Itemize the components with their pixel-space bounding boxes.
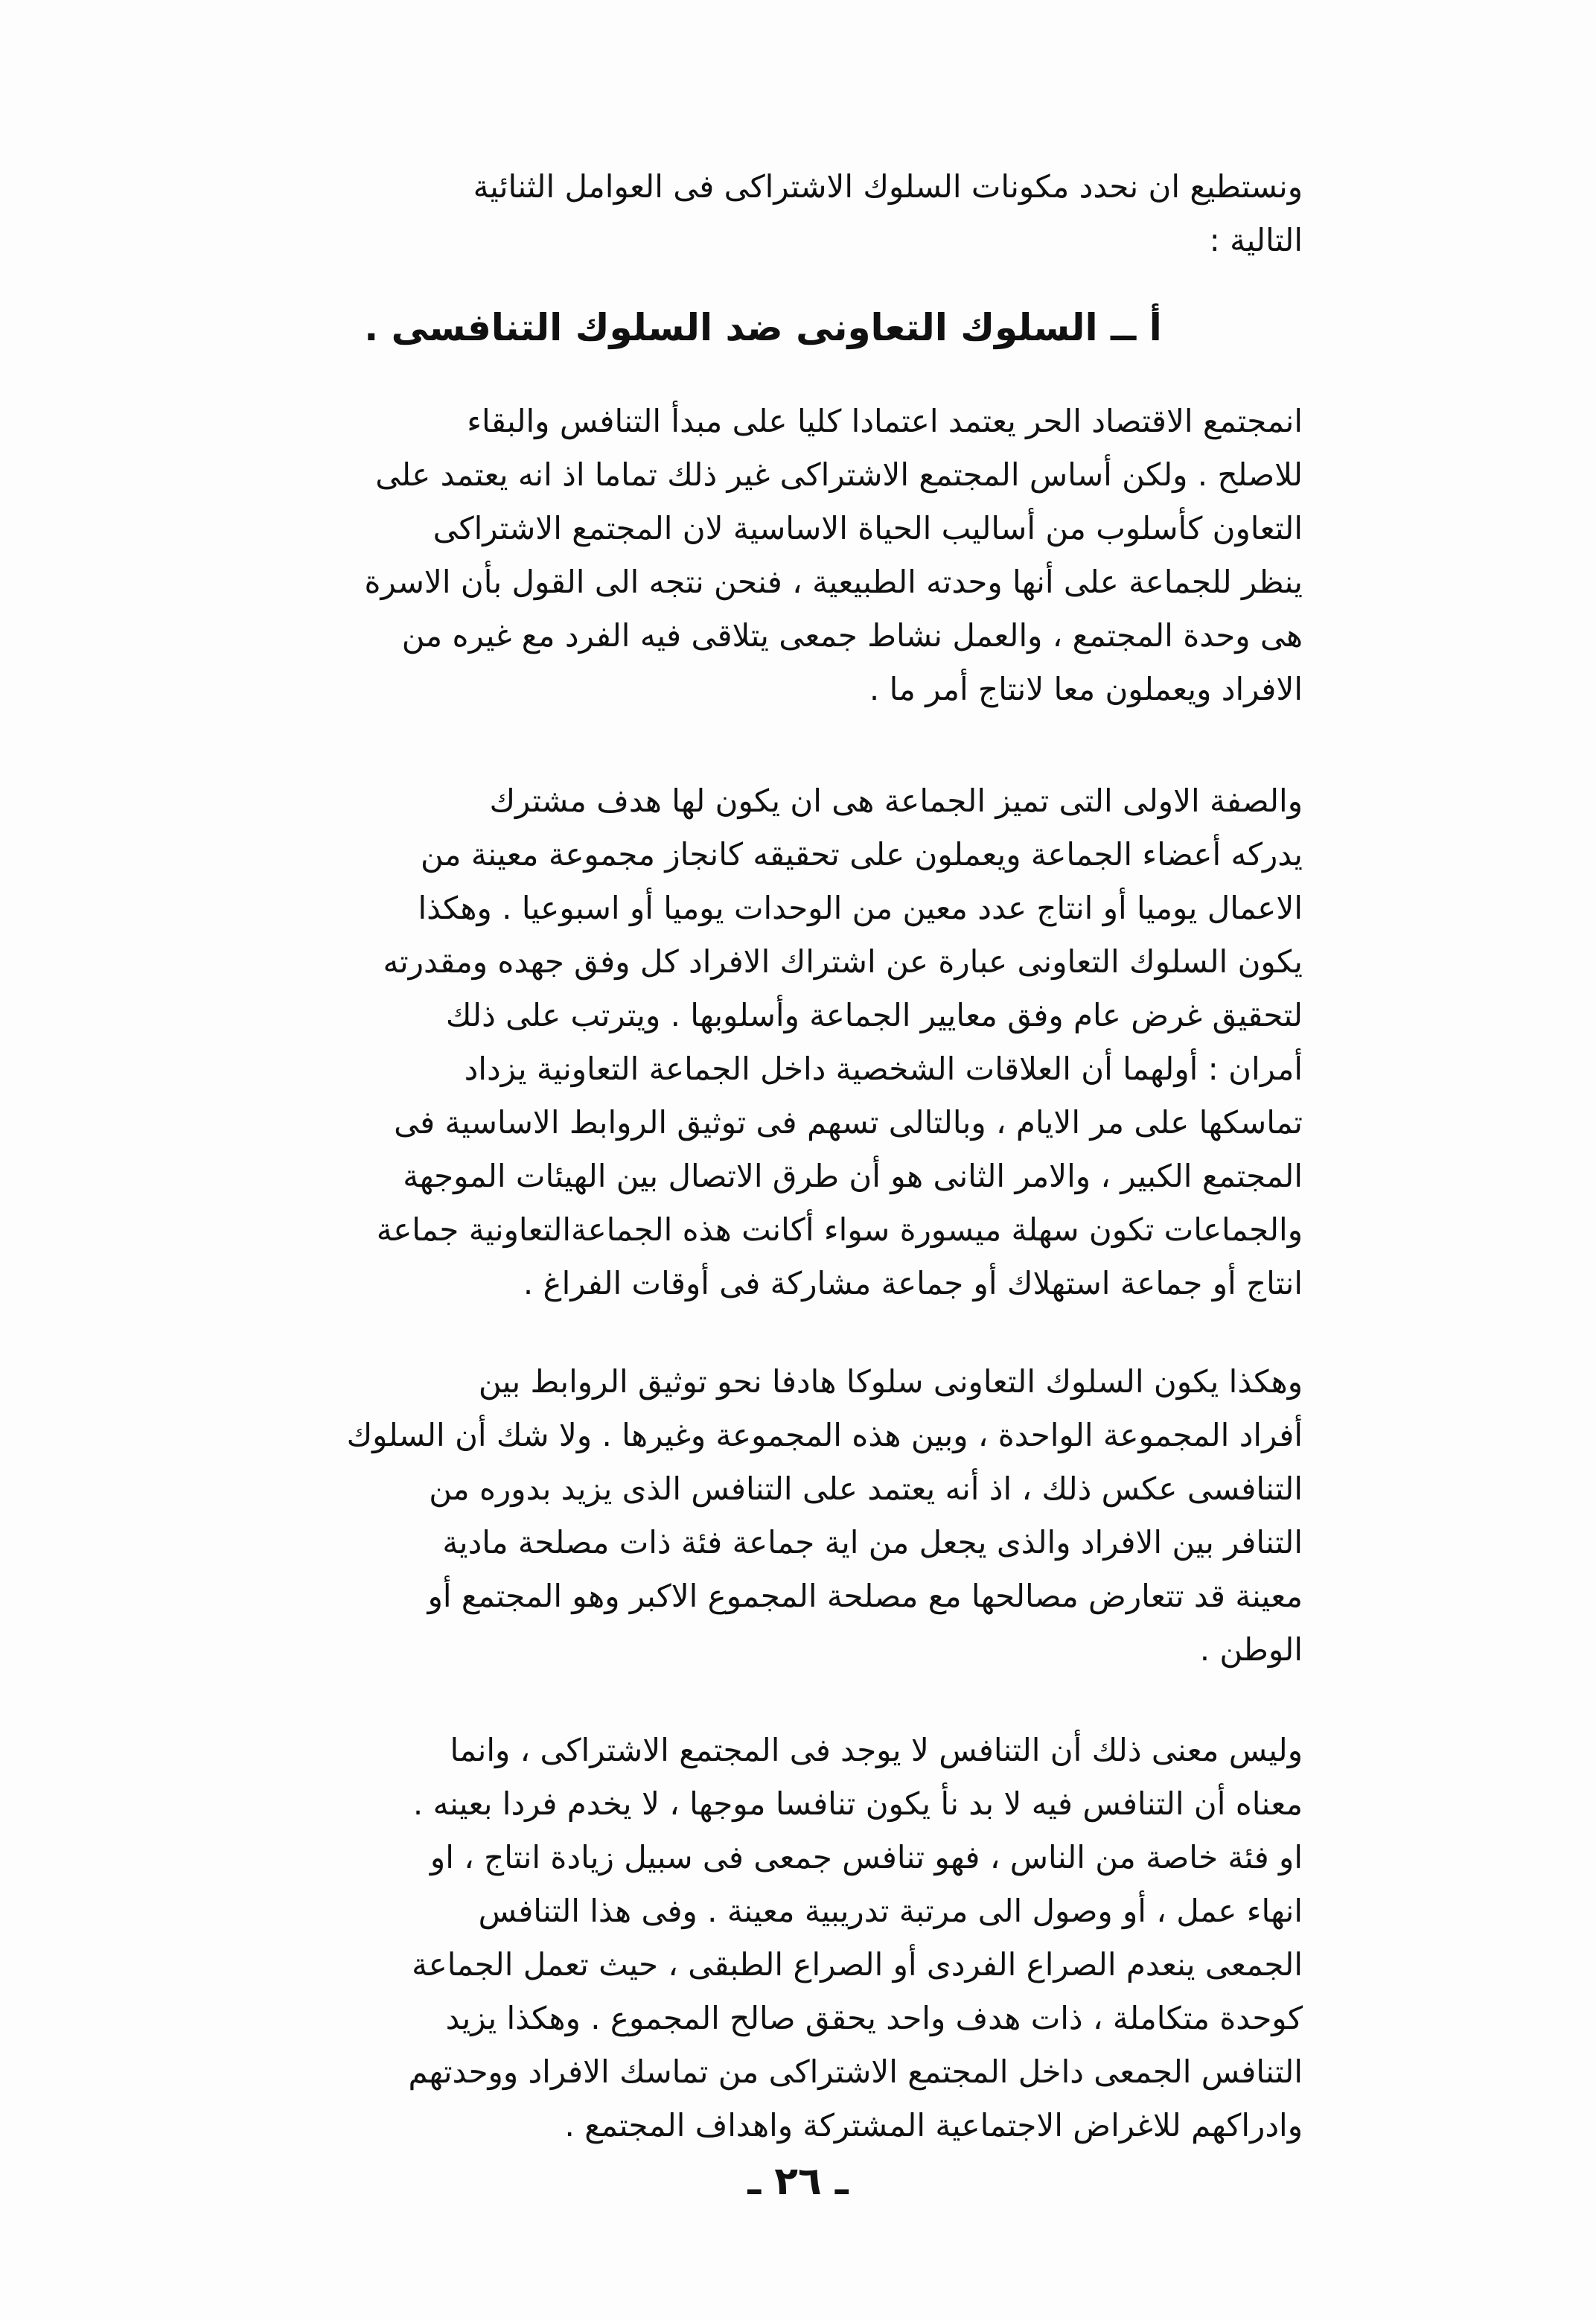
paragraph-line: معناه أن التنافس فيه لا بد نأ يكون تنافسا موجها ، لا يخدم فردا بعينه . <box>412 1785 1303 1822</box>
paragraph-4 <box>223 1724 1303 2152</box>
paragraph-line: الجمعى ينعدم الصراع الفردى أو الصراع الطبقى ، حيث تعمل الجماعة <box>412 1946 1303 1983</box>
paragraph-line: تماسكها على مر الايام ، وبالتالى تسهم فى توثيق الروابط الاساسية فى <box>394 1104 1303 1141</box>
paragraph-line: التنافسى عكس ذلك ، اذ أنه يعتمد على التنافس الذى يزيد بدوره من <box>429 1470 1303 1507</box>
paragraph-line: أمران : أولهما أن العلاقات الشخصية داخل الجماعة التعاونية يزداد <box>464 1051 1303 1087</box>
paragraph-line: الافراد ويعملون معا لانتاج أمر ما . <box>869 671 1303 707</box>
paragraph-line: معينة قد تتعارض مصالحها مع مصلحة المجموع الاكبر وهو المجتمع أو <box>427 1578 1303 1614</box>
paragraph-line: التنافر بين الافراد والذى يجعل من اية جماعة فئة ذات مصلحة مادية <box>442 1524 1303 1561</box>
section-heading: أ ــ السلوك التعاونى ضد السلوك التنافسى . <box>364 306 1162 349</box>
paragraph-line: التعاون كأسلوب من أساليب الحياة الاساسية لان المجتمع الاشتراكى <box>432 510 1303 546</box>
paragraph-line: التنافس الجمعى داخل المجتمع الاشتراكى من تماسك الافراد ووحدتهم <box>408 2053 1303 2090</box>
paragraph-line: والجماعات تكون سهلة ميسورة سواء أكانت هذه الجماعةالتعاونية جماعة <box>376 1211 1303 1248</box>
paragraph-line: والصفة الاولى التى تميز الجماعة هى ان يكون لها هدف مشترك <box>489 783 1303 819</box>
paragraph-line: للاصلح . ولكن أساس المجتمع الاشتراكى غير ذلك تماما اذ انه يعتمد على <box>375 456 1303 493</box>
paragraph-line: وليس معنى ذلك أن التنافس لا يوجد فى المجتمع الاشتراكى ، وانما <box>450 1732 1303 1768</box>
intro-line: ونستطيع ان نحدد مكونات السلوك الاشتراكى فى العوامل الثنائية <box>473 168 1303 205</box>
intro-line: التالية : <box>1209 222 1303 258</box>
paragraph-line: يكون السلوك التعاونى عبارة عن اشتراك الافراد كل وفق جهده ومقدرته <box>383 943 1303 980</box>
paragraph-line: وادراكهم للاغراض الاجتماعية المشتركة واهداف المجتمع . <box>564 2107 1303 2144</box>
paragraph-line: هى وحدة المجتمع ، والعمل نشاط جمعى يتلاقى فيه الفرد مع غيره من <box>401 617 1303 654</box>
paragraph-line: كوحدة متكاملة ، ذات هدف واحد يحقق صالح المجموع . وهكذا يزيد <box>445 2000 1303 2036</box>
paragraph-line: المجتمع الكبير ، والامر الثانى هو أن طرق الاتصال بين الهيئات الموجهة <box>403 1158 1303 1194</box>
paragraph-line: انمجتمع الاقتصاد الحر يعتمد اعتمادا كليا على مبدأ التنافس والبقاء <box>467 403 1303 439</box>
paragraph-3 <box>223 1355 1303 1677</box>
paragraph-line: يدركه أعضاء الجماعة ويعملون على تحقيقه كانجاز مجموعة معينة من <box>421 836 1303 873</box>
page-number: ـ ٢٦ ـ <box>747 2159 849 2204</box>
paragraph-2 <box>223 774 1303 1310</box>
paragraph-line: انهاء عمل ، أو وصول الى مرتبة تدريبية معينة . وفى هذا التنافس <box>478 1893 1303 1929</box>
intro-paragraph <box>223 160 1303 267</box>
paragraph-1 <box>223 395 1303 716</box>
paragraph-line: وهكذا يكون السلوك التعاونى سلوكا هادفا نحو توثيق الروابط بين <box>478 1363 1303 1400</box>
paragraph-line: انتاج أو جماعة استهلاك أو جماعة مشاركة فى أوقات الفراغ . <box>523 1265 1303 1301</box>
paragraph-line: الاعمال يوميا أو انتاج عدد معين من الوحدات يوميا أو اسبوعيا . وهكذا <box>418 890 1303 926</box>
paragraph-line: لتحقيق غرض عام وفق معايير الجماعة وأسلوبها . ويترتب على ذلك <box>445 997 1303 1033</box>
paragraph-line: ينظر للجماعة على أنها وحدته الطبيعية ، فنحن نتجه الى القول بأن الاسرة <box>364 564 1303 600</box>
paragraph-line: او فئة خاصة من الناس ، فهو تنافس جمعى فى سبيل زيادة انتاج ، او <box>430 1839 1303 1876</box>
paragraph-line: أفراد المجموعة الواحدة ، وبين هذه المجموعة وغيرها . ولا شك أن السلوك <box>346 1417 1303 1453</box>
paragraph-line: الوطن . <box>1199 1631 1303 1668</box>
